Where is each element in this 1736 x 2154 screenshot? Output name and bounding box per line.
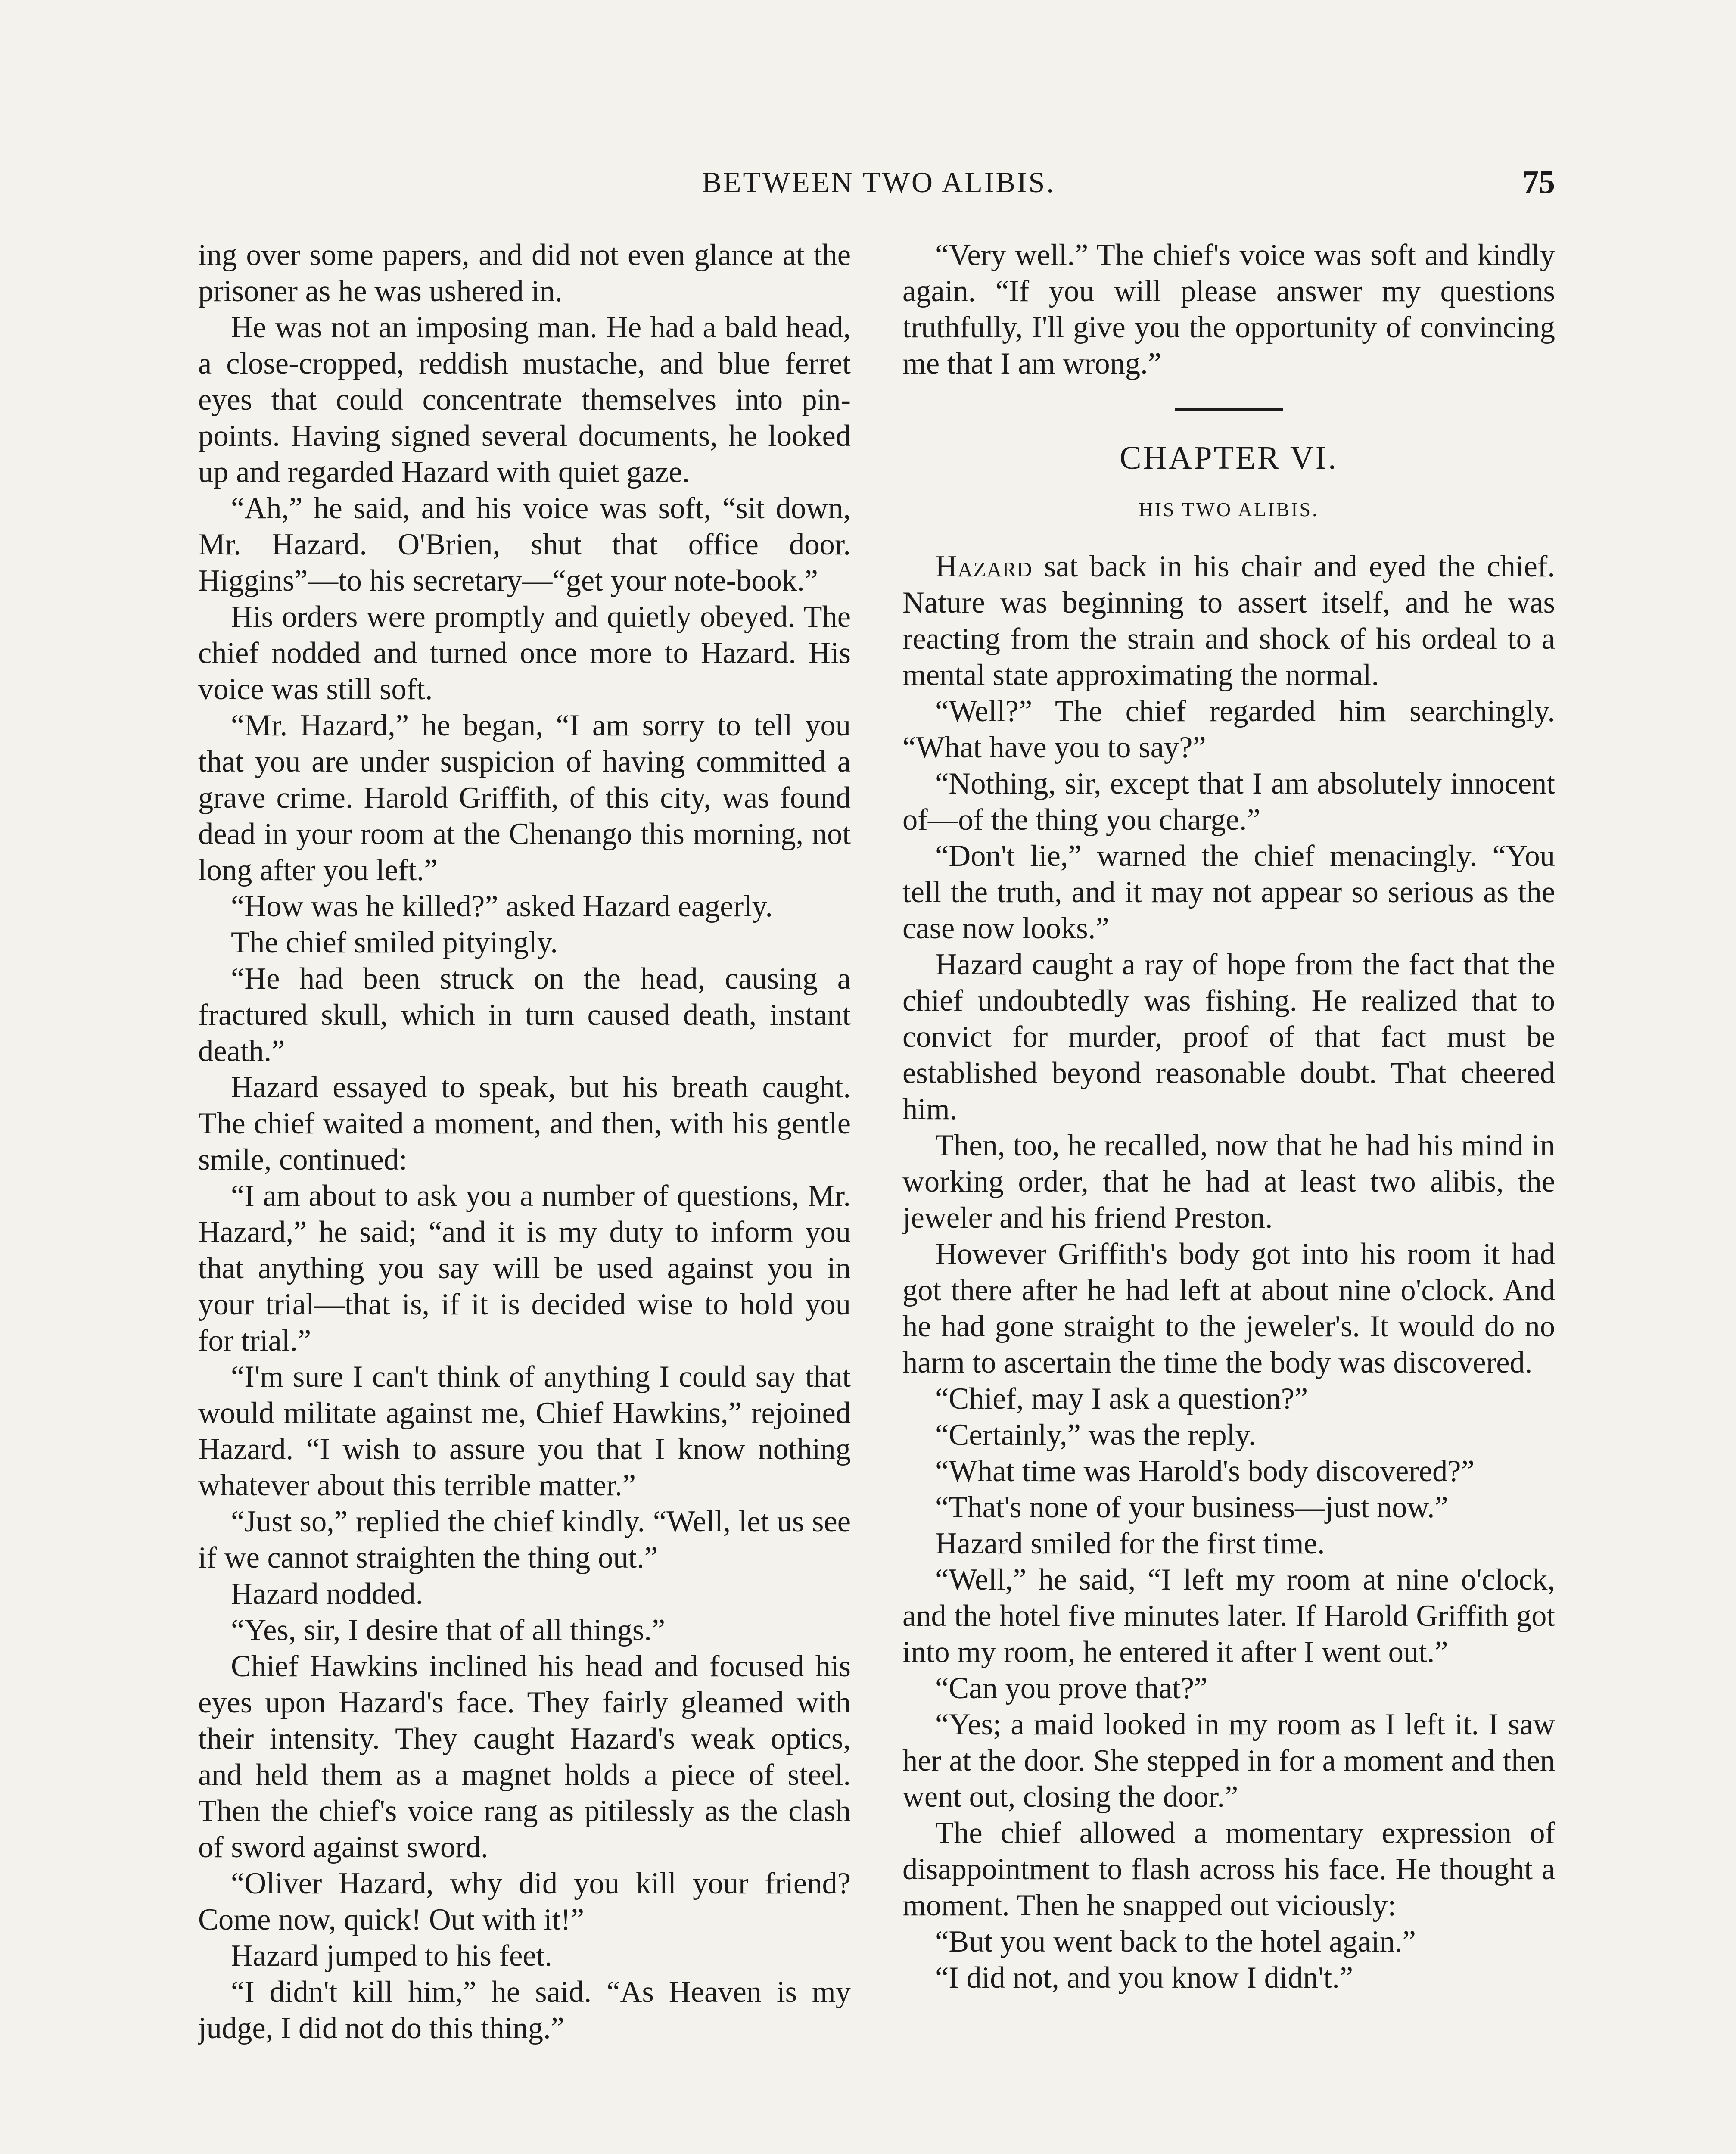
paragraph: “Well?” The chief regarded him searchingly. “What have you to say?” — [902, 694, 1555, 764]
paragraph: “But you went back to the hotel again.” — [935, 1925, 1416, 1958]
paragraph: “Can you prove that?” — [935, 1672, 1208, 1705]
paragraph: “Yes; a maid looked in my room as I left it. I saw her at the door. She stepped in for a moment and then went out, closing the door.” — [902, 1708, 1555, 1814]
paragraph: “Ah,” he said, and his voice was soft, “sit down, Mr. Hazard. O'Brien, shut that office door. Higgins”—to his secretary—“get your note-book.” — [198, 492, 851, 598]
paragraph: “Mr. Hazard,” he began, “I am sorry to tell you that you are under suspicion of having committed a grave crime. Harold Griffith, of this city, was found dead in your room at the Chenango this morning, not long after you left.” — [198, 709, 851, 887]
paragraph: “I did not, and you know I didn't.” — [935, 1961, 1353, 1995]
paragraph: “I'm sure I can't think of anything I could say that would militate against me, Chief Hawkins,” rejoined Hazard. “I wish to assure you that I know nothing whatever about this terrible matter.” — [198, 1360, 851, 1502]
paragraph: “Don't lie,” warned the chief menacingly. “You tell the truth, and it may not appear so serious as the case now looks.” — [902, 839, 1555, 945]
paragraph: “Certainly,” was the reply. — [935, 1418, 1256, 1452]
paragraph: Then, too, he recalled, now that he had his mind in working order, that he had at least two alibis, the jeweler and his friend Preston. — [902, 1129, 1555, 1235]
paragraph: Hazard jumped to his feet. — [231, 1939, 552, 1973]
paragraph: “Well,” he said, “I left my room at nine o'clock, and the hotel five minutes later. If Harold Griffith got into my room, he entered it after I went out.” — [902, 1563, 1555, 1669]
paragraph: His orders were promptly and quietly obeyed. The chief nodded and turned once more to Hazard. His voice was still soft. — [198, 600, 851, 706]
paragraph: “I am about to ask you a number of questions, Mr. Hazard,” he said; “and it is my duty to inform you that anything you say will be used against you in your trial—that is, if it is decided wise to hold you for trial.” — [198, 1179, 851, 1357]
paragraph: “Chief, may I ask a question?” — [935, 1382, 1308, 1416]
chapter-heading: CHAPTER VI. — [1119, 440, 1338, 476]
paragraph: “How was he killed?” asked Hazard eagerly. — [231, 890, 773, 923]
paragraph: “Yes, sir, I desire that of all things.” — [231, 1613, 666, 1647]
paragraph: However Griffith's body got into his room it had got there after he had left at about nine o'clock. And he had gone straight to the jeweler's. It would do no harm to ascertain the time the body was discovered. — [902, 1237, 1555, 1379]
chapter-subtitle: HIS TWO ALIBIS. — [1139, 498, 1319, 520]
paragraph: The chief smiled pityingly. — [231, 926, 558, 959]
paragraph: “Oliver Hazard, why did you kill your friend? Come now, quick! Out with it!” — [198, 1867, 851, 1936]
paragraph: Hazard nodded. — [231, 1577, 423, 1611]
text-columns — [198, 237, 1555, 2154]
paragraph: Hazard smiled for the first time. — [935, 1527, 1325, 1560]
paragraph: Hazard essayed to speak, but his breath caught. The chief waited a moment, and then, with his gentle smile, continued: — [198, 1071, 851, 1177]
paragraph: “He had been struck on the head, causing a fractured skull, which in turn caused death, instant death.” — [198, 962, 851, 1068]
right-column — [902, 237, 1555, 2154]
paragraph: “That's none of your business—just now.” — [935, 1491, 1448, 1524]
paragraph: Hazard caught a ray of hope from the fact that the chief undoubtedly was fishing. He realized that to convict for murder, proof of that fact must be established beyond reasonable doubt. That cheered him. — [902, 948, 1555, 1126]
paragraph: “I didn't kill him,” he said. “As Heaven is my judge, I did not do this thing.” — [198, 1975, 851, 2045]
paragraph: Chief Hawkins inclined his head and focused his eyes upon Hazard's face. They fairly gleamed with their intensity. They caught Hazard's weak optics, and held them as a magnet holds a piece of steel. Then the chief's voice rang as pitilessly as the clash of sword against sword. — [198, 1650, 851, 1864]
paragraph: ing over some papers, and did not even glance at the prisoner as he was ushered in. — [198, 238, 851, 308]
paragraph: “Just so,” replied the chief kindly. “Well, let us see if we cannot straighten the thing out.” — [198, 1505, 851, 1575]
running-title: BETWEEN TWO ALIBIS. — [702, 166, 1056, 199]
section-divider — [1175, 408, 1283, 411]
paragraph: “Very well.” The chief's voice was soft and kindly again. “If you will please answer my questions truthfully, I'll give you the opportunity of convincing me that I am wrong.” — [902, 238, 1555, 380]
chapter-opening-text: sat back in his chair and eyed the chief. Nature was beginning to assert itself, and he was reacting from the strain and shock of his ordeal to a mental state approximating the normal. — [902, 550, 1555, 692]
left-column — [198, 237, 851, 2154]
running-head — [202, 163, 1555, 210]
chapter-first-word: Hazard — [935, 550, 1033, 583]
paragraph: He was not an imposing man. He had a bald head, a close-cropped, reddish mustache, and blue ferret eyes that could concentrate themselves into pin-points. Having signed several documents, he looked up and regarded Hazard with quiet gaze. — [198, 311, 851, 489]
chapter-opening-paragraph — [902, 548, 1555, 693]
paragraph: The chief allowed a momentary expression of disappointment to flash across his face. He thought a moment. Then he snapped out viciously: — [902, 1816, 1555, 1922]
page-number: 75 — [1522, 164, 1555, 200]
paragraph: “Nothing, sir, except that I am absolutely innocent of—of the thing you charge.” — [902, 767, 1555, 837]
paragraph: “What time was Harold's body discovered?” — [935, 1454, 1475, 1488]
